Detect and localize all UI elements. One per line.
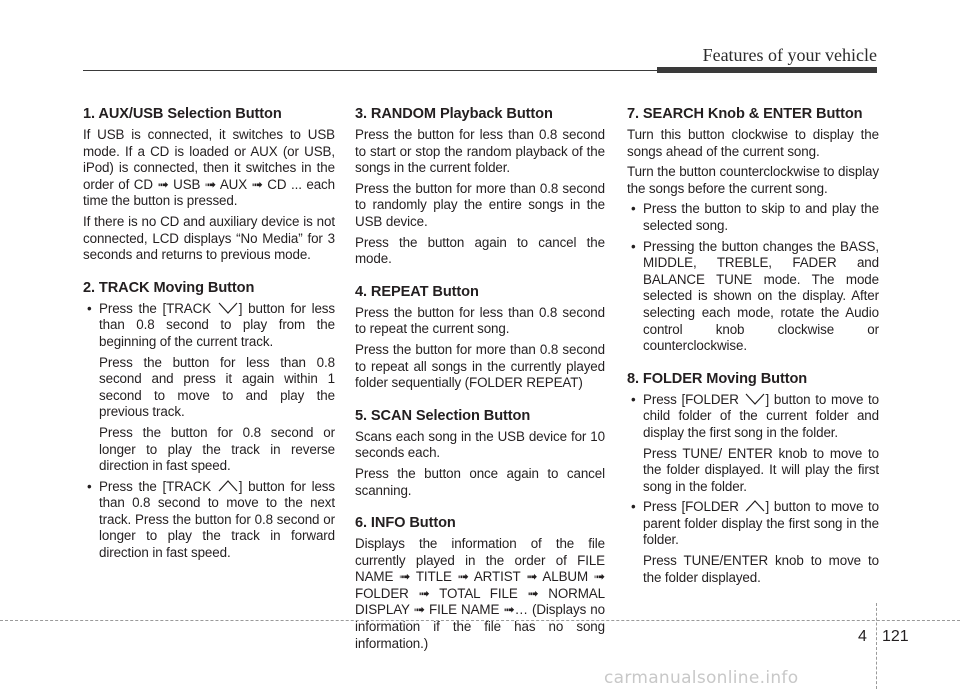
paragraph: If there is no CD and auxiliary device is not connected, LCD displays “No Media” for 3 seconds and returns to previous mode.	[83, 213, 335, 263]
paragraph: Turn this button clockwise to display the songs ahead of the current song.	[627, 127, 879, 159]
bullet-text	[643, 499, 879, 549]
bullet-list	[83, 301, 335, 562]
bullet-rest: ] button to move to parent folder display the first song in the folder.	[643, 499, 879, 548]
bullet-item	[83, 301, 335, 475]
section	[355, 284, 605, 392]
bullet-rest: ] button for less than 0.8 second to play from the beginning of the current track.	[99, 300, 335, 349]
bullet-text	[643, 392, 879, 442]
section-heading: 3. RANDOM Playback Button	[355, 106, 553, 122]
paragraph: If USB is connected, it switches to USB mode. If a CD is loaded or AUX (or USB, iPod) is connected, then it switches in the order of CD ➟ USB ➟ AUX ➟ CD ... each time the button is pressed.	[83, 127, 335, 209]
paragraph: Press the button for more than 0.8 second to repeat all songs in the currently played folder sequentially (FOLDER REPEAT)	[355, 341, 605, 391]
chevron-up-icon	[744, 499, 766, 514]
section-heading: 7. SEARCH Knob & ENTER Button	[627, 106, 863, 122]
bullet-lead: Press [FOLDER	[643, 391, 739, 407]
paragraph: Press the button for less than 0.8 second to start or stop the random playback of the songs in the current folder.	[355, 127, 605, 176]
bullet-item	[627, 499, 879, 586]
section	[627, 106, 879, 355]
watermark: carmanualsonline.info	[604, 668, 799, 688]
section-heading: 2. TRACK Moving Button	[83, 279, 255, 296]
paragraph: Turn the button counterclockwise to display the songs before the current song.	[627, 164, 879, 196]
bullet-text	[99, 301, 335, 351]
paragraph: Scans each song in the USB device for 10 seconds each.	[355, 428, 605, 461]
footer-divider	[0, 620, 960, 621]
bullet-item	[83, 479, 335, 562]
section	[355, 408, 605, 499]
paragraph: Displays the information of the file currently played in the order of FILE NAME ➟ TITLE ➟ ARTIST ➟ ALBUM ➟ FOLDER ➟ TOTAL FILE ➟ NORMAL DISPLAY ➟ FILE NAME ➟… (Displays no information if the file has no song information.)	[355, 536, 605, 651]
paragraph: Press the button for less than 0.8 second to repeat the current song.	[355, 304, 605, 337]
bullet-list	[627, 392, 879, 587]
header-title: Features of your vehicle	[702, 45, 877, 65]
chevron-down-icon	[217, 301, 239, 316]
chevron-up-icon	[217, 479, 239, 494]
bullet-rest: ] button to move to child folder of the current folder and display the first song in the folder.	[643, 391, 879, 440]
bullet-lead: Press the [TRACK	[99, 300, 212, 316]
column-2	[355, 106, 605, 668]
column-3	[627, 106, 879, 602]
bullet-continuation: Press the button for 0.8 second or longer to play the track in reverse direction in fast speed.	[99, 424, 335, 474]
bullet-item: • Pressing the button changes the BASS, MIDDLE, TREBLE, FADER and BALANCE TUNE mode. The mode selected is shown on the display. After selecting each mode, rotate the Audio control knob clockwise or counterclockwise.	[627, 239, 879, 355]
page-number: 121	[882, 628, 909, 645]
section-heading: 4. REPEAT Button	[355, 283, 479, 300]
section-heading: 5. SCAN Selection Button	[355, 407, 531, 424]
section	[83, 280, 335, 562]
chapter-number: 4	[858, 628, 867, 645]
bullet-item	[627, 392, 879, 496]
bullet-lead: Press the [TRACK	[99, 478, 212, 494]
section	[355, 515, 605, 652]
section-heading: 8. FOLDER Moving Button	[627, 370, 808, 387]
chevron-down-icon	[744, 392, 766, 407]
bullet-list	[627, 201, 879, 354]
paragraph: Press the button again to cancel the mode.	[355, 234, 605, 267]
bullet-continuation: Press TUNE/ENTER knob to move to the folder displayed.	[643, 553, 879, 585]
section	[627, 371, 879, 587]
bullet-continuation: Press the button for less than 0.8 second and press it again within 1 second to move to and play the previous track.	[99, 354, 335, 420]
bullet-rest: ] button for less than 0.8 second to move to the next track. Press the button for 0.8 second or longer to play the track in forward direction in fast speed.	[99, 478, 335, 561]
header-accent-bar	[657, 67, 877, 73]
section	[355, 106, 605, 268]
bullet-continuation: Press TUNE/ ENTER knob to move to the folder displayed. It will play the first song in the folder.	[643, 445, 879, 494]
footer-vertical-divider	[876, 603, 877, 689]
paragraph: Press the button for more than 0.8 second to randomly play the entire songs in the USB device.	[355, 180, 605, 229]
bullet-text	[99, 479, 335, 562]
bullet-item: • Press the button to skip to and play the selected song.	[627, 201, 879, 234]
column-1	[83, 106, 335, 578]
paragraph: Press the button once again to cancel scanning.	[355, 465, 605, 498]
section-heading: 6. INFO Button	[355, 515, 456, 532]
section-heading: 1. AUX/USB Selection Button	[83, 106, 282, 122]
section	[83, 106, 335, 264]
bullet-lead: Press [FOLDER	[643, 499, 739, 515]
